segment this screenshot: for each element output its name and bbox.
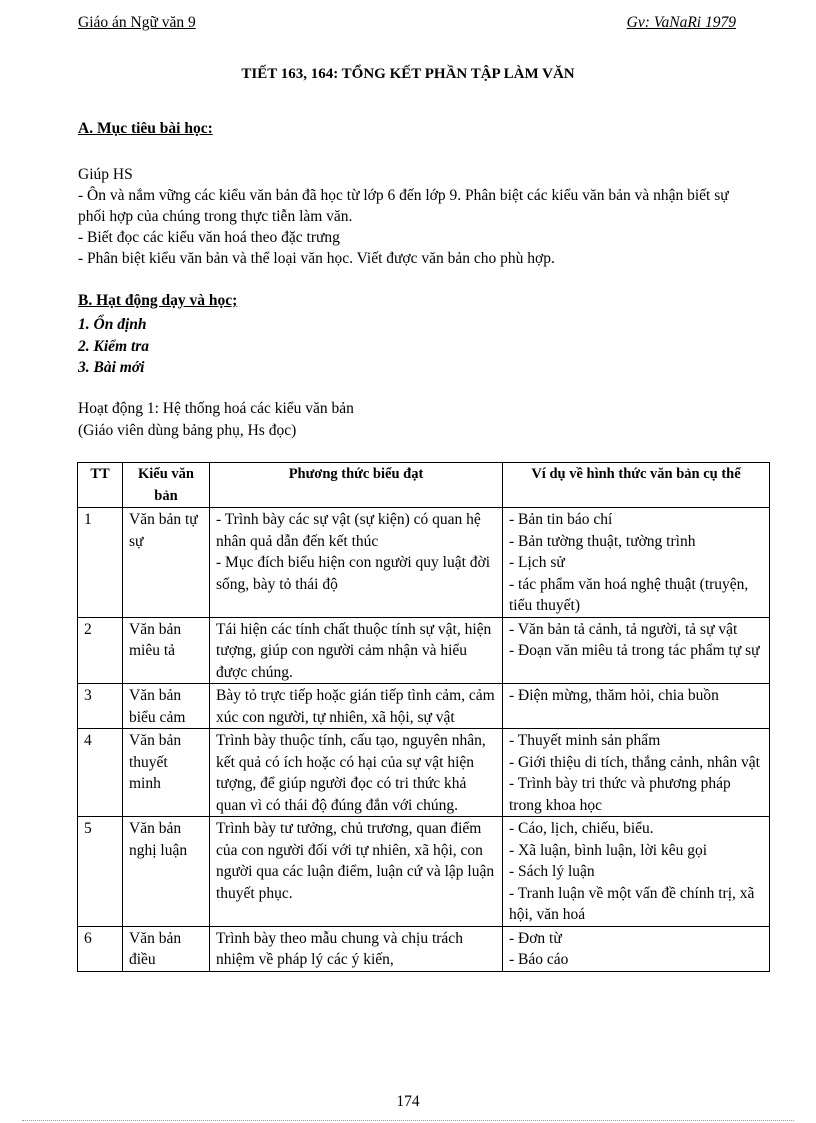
col-header-type: Kiểu văn bản xyxy=(123,463,210,508)
page-number: 174 xyxy=(396,1093,420,1110)
cell-type: Văn bản miêu tả xyxy=(123,617,210,684)
step-item: 1. Ổn định xyxy=(78,316,147,333)
cell-method xyxy=(210,926,503,971)
method-line: - Mục đích biểu hiện con người quy luật đời sống, bày tỏ thái độ xyxy=(216,554,491,593)
example-line: - Tranh luận về một vấn đề chính trị, xã hội, văn hoá xyxy=(509,884,755,923)
cell-examples xyxy=(503,508,770,618)
example-line: - Bản tường thuật, tường trình xyxy=(509,532,696,550)
example-line: - Cáo, lịch, chiếu, biểu. xyxy=(509,820,654,837)
text-types-table xyxy=(77,462,770,972)
cell-method xyxy=(210,729,503,817)
header-author: Gv: VaNaRi 1979 xyxy=(626,14,736,31)
objective-line: Giúp HS xyxy=(78,166,133,183)
cell-examples xyxy=(503,617,770,684)
cell-tt: 6 xyxy=(78,926,123,971)
cell-examples xyxy=(503,817,770,927)
example-line: - tác phẩm văn hoá nghệ thuật (truyện, tiểu thuyết) xyxy=(509,575,749,614)
header-subject: Giáo án Ngữ văn 9 xyxy=(78,14,196,31)
cell-method xyxy=(210,817,503,927)
method-line: Trình bày tư tưởng, chủ trương, quan điểm của con người đối với tự nhiên, xã hội, con người qua các luận điểm, luận cứ và lập luận thuyết phục. xyxy=(216,820,495,902)
col-header-method: Phương thức biểu đạt xyxy=(210,463,503,508)
section-a-objectives xyxy=(78,164,748,269)
cell-type: Văn bản nghị luận xyxy=(123,817,210,927)
cell-method xyxy=(210,508,503,618)
table-row xyxy=(78,926,770,971)
objective-line: - Biết đọc các kiểu văn hoá theo đặc trưng xyxy=(78,229,340,246)
example-line: - Đoạn văn miêu tả trong tác phẩm tự sự xyxy=(509,642,760,659)
activity-description xyxy=(78,398,354,441)
cell-tt: 5 xyxy=(78,817,123,927)
cell-type: Văn bản tự sự xyxy=(123,508,210,618)
section-b-heading: B. Hạt động dạy và học; xyxy=(78,292,238,309)
example-line: - Giới thiệu di tích, thắng cảnh, nhân vật xyxy=(509,753,760,771)
cell-type: Văn bản thuyết minh xyxy=(123,729,210,817)
table-body xyxy=(78,508,770,972)
example-line: - Lịch sử xyxy=(509,554,565,571)
cell-tt: 4 xyxy=(78,729,123,817)
lesson-steps xyxy=(78,314,149,379)
cell-examples xyxy=(503,926,770,971)
method-line: Trình bày theo mẫu chung và chịu trách nhiệm về pháp lý các ý kiến, xyxy=(216,929,463,968)
cell-method xyxy=(210,617,503,684)
table-row xyxy=(78,617,770,684)
objective-line: - Ôn và nắm vững các kiểu văn bản đã học từ lớp 6 đến lớp 9. Phân biệt các kiểu văn bản và nhận biết sự phối hợp của chúng trong thực tiễn làm văn. xyxy=(78,187,729,225)
table-row xyxy=(78,684,770,729)
table-row xyxy=(78,729,770,817)
method-line: Tái hiện các tính chất thuộc tính sự vật, hiện tượng, giúp con người cảm nhận và hiểu được chúng. xyxy=(216,620,492,681)
example-line: - Điện mừng, thăm hỏi, chia buồn xyxy=(509,687,719,704)
section-a-heading: A. Mục tiêu bài học: xyxy=(78,120,213,137)
example-line: - Thuyết minh sản phẩm xyxy=(509,732,661,749)
col-header-examples: Ví dụ về hình thức văn bản cụ thể xyxy=(503,463,770,508)
method-line: - Trình bày các sự vật (sự kiện) có quan hệ nhân quả dẫn đến kết thúc xyxy=(216,511,481,550)
example-line: - Bản tin báo chí xyxy=(509,511,613,528)
method-line: Bày tỏ trực tiếp hoặc gián tiếp tình cảm, cảm xúc con người, tự nhiên, xã hội, sự vật xyxy=(216,687,495,726)
cell-type: Văn bản biểu cảm xyxy=(123,684,210,729)
example-line: - Xã luận, bình luận, lời kêu gọi xyxy=(509,841,708,859)
example-line: - Văn bản tả cảnh, tả người, tả sự vật xyxy=(509,620,738,638)
cell-tt: 1 xyxy=(78,508,123,618)
cell-type: Văn bản điều xyxy=(123,926,210,971)
col-header-tt: TT xyxy=(78,463,123,508)
method-line: Trình bày thuộc tính, cấu tạo, nguyên nhân, kết quả có ích hoặc có hại của sự vật hiện tượng, để giúp người đọc có tri thức khả quan vì có thái độ đúng đắn với chúng. xyxy=(216,732,486,814)
activity-line: Hoạt động 1: Hệ thống hoá các kiểu văn bản xyxy=(78,400,354,417)
objective-line: - Phân biệt kiểu văn bản và thể loại văn học. Viết được văn bản cho phù hợp. xyxy=(78,250,555,267)
table-row xyxy=(78,817,770,927)
cell-tt: 3 xyxy=(78,684,123,729)
example-line: - Đơn từ xyxy=(509,929,562,947)
example-line: - Sách lý luận xyxy=(509,863,595,880)
example-line: - Báo cáo xyxy=(509,951,569,968)
footer-divider xyxy=(22,1120,794,1121)
cell-tt: 2 xyxy=(78,617,123,684)
step-item: 3. Bài mới xyxy=(78,359,145,376)
table-row xyxy=(78,508,770,618)
cell-method xyxy=(210,684,503,729)
step-item: 2. Kiểm tra xyxy=(78,337,150,355)
page-title: TIẾT 163, 164: TỔNG KẾT PHẦN TẬP LÀM VĂN xyxy=(241,66,575,82)
cell-examples xyxy=(503,684,770,729)
cell-examples xyxy=(503,729,770,817)
example-line: - Trình bày tri thức và phương pháp trong khoa học xyxy=(509,775,731,814)
table-header-row xyxy=(78,463,770,508)
activity-line: (Giáo viên dùng bảng phụ, Hs đọc) xyxy=(78,421,297,439)
